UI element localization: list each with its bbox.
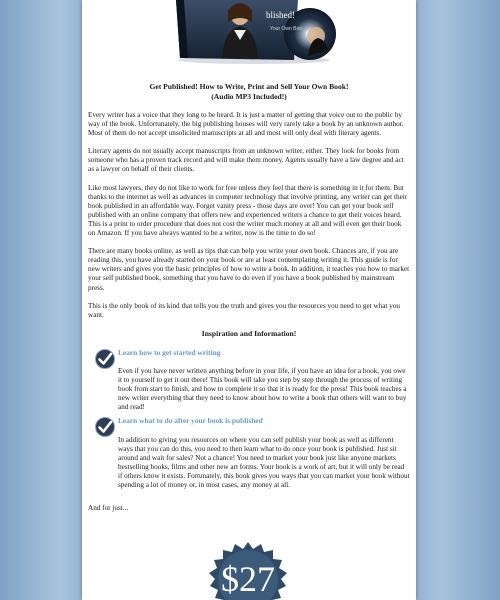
intro-paragraph-4: There are many books online, as well as tips that can help you write your own book. Chances are, if you are reading this, you have already started on your book or are at least contemplating writing it. This guide is for new writers and gives you the basic principles of how to write a book. In addition, it teaches you how to market your self published book, something that you have to do even if you have a book published by mainstream press. xyxy=(88,247,410,292)
feature-title: Learn what to do after your book is published xyxy=(118,416,263,426)
product-cover-image xyxy=(170,0,338,64)
closing-text: And for just... xyxy=(88,504,129,513)
section-title: Inspiration and Information! xyxy=(201,328,297,338)
intro-paragraph-5: This is the only book of its kind that tells you the truth and gives you the resources you need to get what you want. xyxy=(88,301,401,319)
cover-title-text: blished! xyxy=(266,10,295,20)
checkmark-icon xyxy=(94,348,116,370)
feature-item xyxy=(88,348,410,413)
feature-item xyxy=(88,416,410,490)
feature-title: Learn how to get started writing xyxy=(118,347,221,357)
feature-body: In addition to giving you resources on where you can self publish your book as well as different ways that you can do this, you need to then learn what to do once your book is published. Just sit around and wait for sales? Not a chance! You need to market your book just like anyone markets bestselling books, films and other new art forms. Your book is a work of art, but it will only be read if others know it exists. Fortunately, this book gives you ways that you can market your book without spending a lot of money or, in most cases, any money at all. xyxy=(118,435,410,489)
intro-paragraph-2: Literary agents do not usually accept manuscripts from an unknown writer, either. They look for books from someone who has a proven track record and will make them money. Agents usually have a law degree and act as a lawyer on behalf of their clients. xyxy=(88,147,404,174)
price-label: $27 xyxy=(221,559,275,599)
cover-subtitle-text: Your Own Boo xyxy=(270,26,303,32)
headline-line-1: Get Published! How to Write, Print and Sell Your Own Book! xyxy=(149,82,349,91)
feature-body: Even if you have never written anything before in your life, if you have an idea for a book, you owe it to yourself to get it out there! This book will take you step by step through the process of writing book from start to finish, and how to complete it so that it is ready for the press! This book teaches a new writer everything that they need to know about how to write a book that others will want to buy and read! xyxy=(118,366,407,412)
intro-paragraph-1: Every writer has a voice that they long to be heard. It is just a matter of getting that voice out to the public by way of the book. Unfortunately, the big publishing houses will very rarely take a book by an unknown author. Most of them do not accept unsolicited manuscripts at all and most will only deal with literary agents. xyxy=(88,111,404,138)
headline-line-2: (Audio MP3 Included!) xyxy=(211,91,287,101)
intro-paragraph-3: Like most lawyers, they do not like to work for free unless they feel that there is something in it for them. But thanks to the internet as well as advances in computer technology that involve printing, any writer can get their book published in an affordable way. Forget vanity press - those days are over! You can get your book self published with an online company that offers new and experienced writers a chance to get their voices heard. This is a print to order procedure that does not cost the writer much money at all and will even get their book on Amazon. If you have always wanted to be a writer, now is the time to do so! xyxy=(88,183,408,238)
page-headline xyxy=(88,82,410,101)
sales-page xyxy=(82,0,416,600)
checkmark-icon xyxy=(94,416,116,438)
main-content xyxy=(88,82,410,513)
